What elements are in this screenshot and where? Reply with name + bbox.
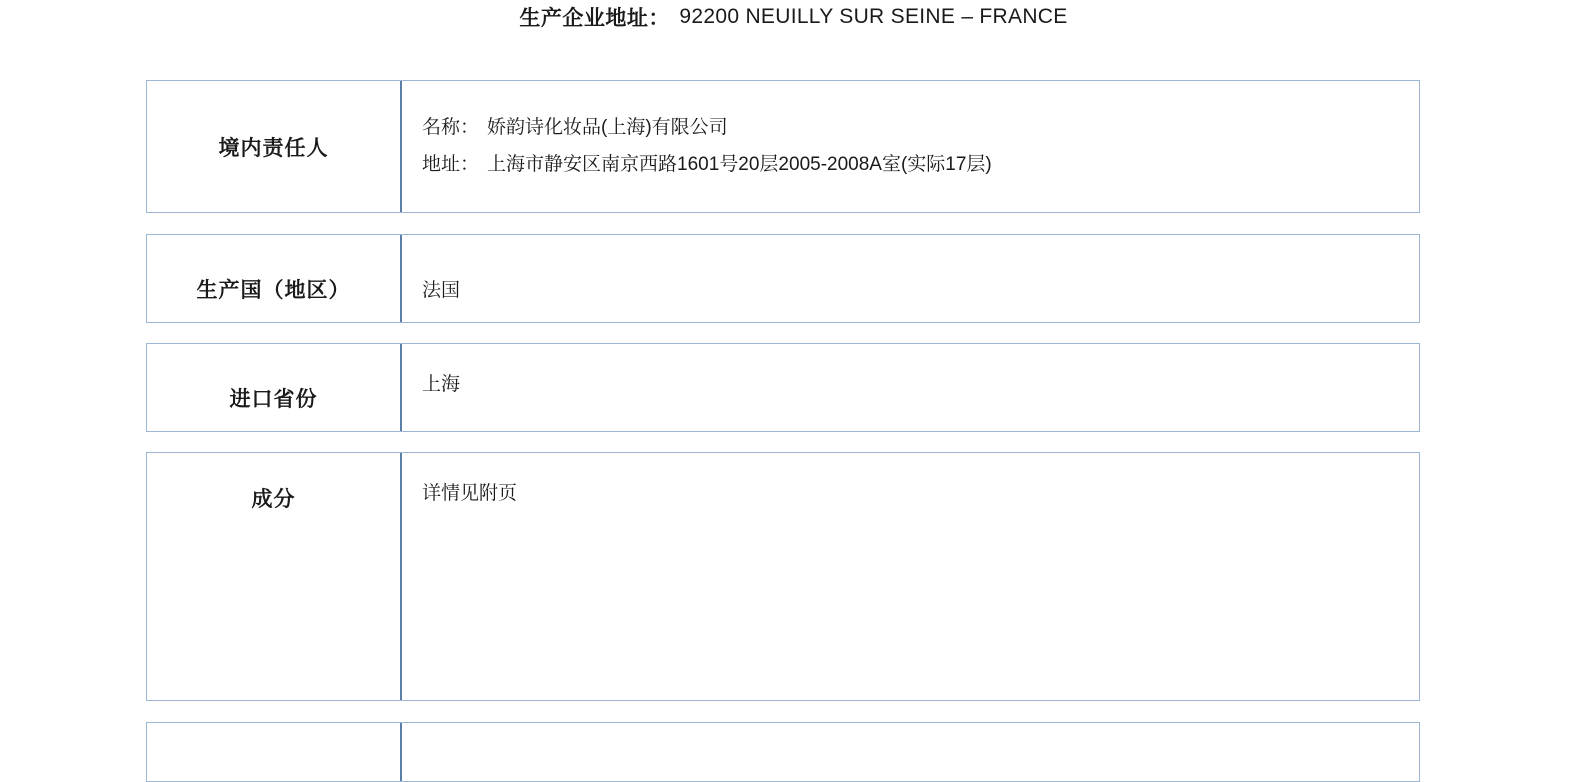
producer-address-colon: ： — [648, 7, 670, 30]
production-country-value: 法国 — [422, 280, 461, 302]
kv-key-address: 地址 — [422, 153, 461, 175]
kv-colon-name: ： — [460, 117, 480, 139]
table-row-domestic-responsible — [146, 80, 1420, 213]
ingredients-value: 详情见附页 — [422, 483, 518, 504]
row-value-ingredients — [402, 453, 1419, 700]
table-row-production-country — [146, 234, 1420, 323]
table-row-next-partial — [146, 722, 1420, 782]
kv-colon-address: ： — [460, 153, 480, 175]
row-label-production-country: 生产国（地区） — [147, 235, 402, 322]
row-value-domestic-responsible — [402, 81, 1419, 212]
kv-row-address — [422, 147, 1419, 183]
table-row-ingredients — [146, 452, 1420, 701]
row-label-import-province: 进口省份 — [147, 344, 402, 431]
row-value-import-province — [402, 344, 1419, 431]
kv-key-name: 名称 — [422, 117, 461, 139]
producer-address-value: 92200 NEUILLY SUR SEINE – FRANCE — [679, 5, 1068, 28]
row-label-ingredients: 成分 — [147, 453, 402, 700]
kv-row-name — [422, 110, 1419, 146]
row-label-domestic-responsible: 境内责任人 — [147, 81, 402, 212]
row-label-next-partial — [147, 723, 402, 781]
producer-address-line — [0, 0, 1587, 34]
kv-value-name: 娇韵诗化妆品(上海)有限公司 — [487, 117, 728, 139]
import-province-value: 上海 — [422, 374, 461, 395]
table-row-import-province — [146, 343, 1420, 432]
row-value-production-country — [402, 250, 1419, 306]
row-value-next-partial — [402, 723, 1419, 781]
kv-value-address: 上海市静安区南京西路1601号20层2005-2008A室(实际17层) — [487, 153, 992, 175]
producer-address-label: 生产企业地址 — [519, 7, 649, 30]
